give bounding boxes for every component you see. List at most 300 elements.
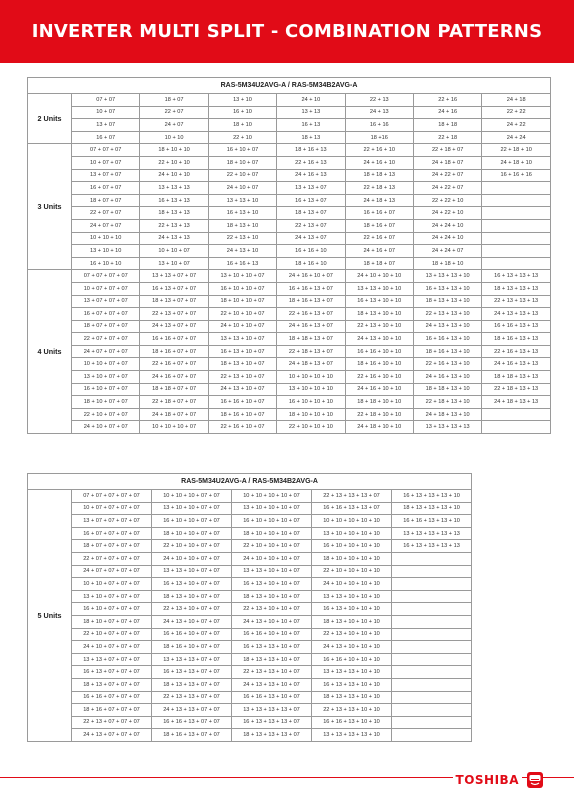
combination-cell: 16 + 16 + 10 <box>277 245 345 258</box>
combination-cell: 24 + 13 + 10 + 07 + 07 <box>152 615 232 628</box>
combination-cell: 24 + 13 + 10 + 10 + 10 <box>312 641 392 654</box>
combination-cell: 24 + 16 + 10 + 07 <box>277 270 345 283</box>
combination-cell: 13 + 10 + 10 + 10 + 07 <box>232 502 312 515</box>
combination-cell: 18 + 16 + 13 + 13 <box>482 333 551 346</box>
combination-cell: 18 +16 <box>345 131 413 144</box>
table-row <box>28 666 472 679</box>
combination-cell: 22 + 07 + 07 + 07 + 07 <box>72 552 152 565</box>
combination-cell: 18 + 18 + 13 <box>345 169 413 182</box>
combination-cell: 24 + 10 + 07 + 07 <box>72 421 140 434</box>
combination-cell: 24 + 13 + 10 + 10 + 07 <box>232 615 312 628</box>
combination-cell: 10 + 10 <box>140 131 208 144</box>
table-row <box>28 232 551 245</box>
combination-cell: 18 + 13 + 07 + 07 + 07 <box>72 678 152 691</box>
combination-cell: 22 + 07 + 07 <box>72 207 140 220</box>
combination-cell <box>482 421 551 434</box>
combination-cell: 24 + 10 + 10 + 10 + 07 <box>232 552 312 565</box>
combination-cell: 16 + 13 + 13 + 13 + 13 <box>392 540 472 553</box>
table-row <box>28 169 551 182</box>
combination-cell: 13 + 13 + 13 + 10 <box>413 270 481 283</box>
combination-cell: 13 + 10 + 10 + 07 <box>208 270 276 283</box>
combination-cell: 10 + 10 + 07 + 07 <box>72 358 140 371</box>
table-row <box>28 396 551 409</box>
combination-cell: 16 + 16 + 13 + 13 <box>482 320 551 333</box>
combination-cell: 18 + 16 + 13 + 10 <box>413 345 481 358</box>
combination-cell: 18 + 13 + 07 + 07 <box>140 295 208 308</box>
combination-cell: 22 + 13 <box>345 94 413 107</box>
combination-cell: 18 + 13 + 13 + 13 + 10 <box>392 502 472 515</box>
combination-cell: 16 + 10 + 10 <box>72 257 140 270</box>
combination-cell: 18 + 13 + 13 + 13 + 07 <box>232 729 312 742</box>
combination-cell: 24 + 18 + 13 + 07 <box>277 358 345 371</box>
table-row <box>28 219 551 232</box>
combination-cell: 13 + 13 + 10 + 10 + 10 <box>312 590 392 603</box>
combination-cell: 24 + 24 <box>482 131 551 144</box>
combination-cell: 24 + 16 <box>413 106 481 119</box>
combination-cell: 18 + 16 + 10 + 07 + 07 <box>152 641 232 654</box>
combination-cell: 22 + 16 + 13 + 07 <box>277 308 345 321</box>
combination-cell: 16 + 16 + 07 + 07 + 07 <box>72 691 152 704</box>
combination-cell: 16 + 13 + 10 + 10 + 10 <box>312 603 392 616</box>
combination-cell: 24 + 16 + 07 + 07 <box>140 371 208 384</box>
combination-cell: 22 + 10 + 10 <box>140 156 208 169</box>
combination-cell: 24 + 18 + 07 <box>413 156 481 169</box>
combination-cell: 18 + 18 + 10 + 10 <box>345 396 413 409</box>
combination-cell: 10 + 10 + 10 + 10 + 10 <box>312 515 392 528</box>
combination-cell: 18 + 16 + 10 + 10 <box>345 358 413 371</box>
combination-cell: 22 + 13 + 13 + 13 <box>482 295 551 308</box>
combination-cell: 24 + 13 + 13 + 10 + 07 <box>232 678 312 691</box>
combination-cell: 13 + 13 + 13 <box>140 182 208 195</box>
combination-cell: 18 + 10 + 10 + 10 <box>277 408 345 421</box>
combination-cell: 18 + 16 + 07 + 07 + 07 <box>72 704 152 717</box>
combination-cell: 18 + 07 <box>140 94 208 107</box>
combination-cell: 18 + 18 + 07 + 07 <box>140 383 208 396</box>
combination-cell: 13 + 13 + 13 + 13 + 07 <box>232 704 312 717</box>
combination-cell: 22 + 18 + 10 + 10 <box>345 408 413 421</box>
combination-cell: 16 + 16 <box>345 119 413 132</box>
brand-logo <box>453 770 544 790</box>
combination-cell: 24 + 18 + 10 <box>482 156 551 169</box>
table-row <box>28 565 472 578</box>
combination-cell: 24 + 13 + 10 <box>208 245 276 258</box>
combination-cell: 07 + 07 + 07 + 07 <box>72 270 140 283</box>
combination-cell: 16 + 16 + 16 <box>482 169 551 182</box>
table-row <box>28 245 551 258</box>
combination-cell: 16 + 07 + 07 <box>72 182 140 195</box>
combination-cell: 13 + 10 + 10 + 10 <box>277 383 345 396</box>
combination-cell: 13 + 13 + 10 + 07 + 07 <box>152 565 232 578</box>
combination-cell: 16 + 13 + 10 + 10 + 07 <box>232 578 312 591</box>
combination-cell: 18 + 13 + 10 + 07 <box>208 358 276 371</box>
model-header-row <box>28 78 551 94</box>
combination-cell: 22 + 13 + 10 + 10 + 10 <box>312 628 392 641</box>
combination-cell: 22 + 13 + 10 + 07 <box>208 371 276 384</box>
combination-cell: 16 + 13 <box>277 119 345 132</box>
table-row <box>28 333 551 346</box>
combination-cell: 16 + 13 + 10 + 07 + 07 <box>152 578 232 591</box>
combination-cell: 10 + 07 + 07 + 07 <box>72 282 140 295</box>
combination-cell: 24 + 13 + 13 + 10 <box>413 320 481 333</box>
combination-cell: 22 + 16 + 10 + 10 <box>345 371 413 384</box>
combination-cell: 18 + 10 + 07 <box>208 156 276 169</box>
combination-cell: 24 + 13 + 07 + 07 + 07 <box>72 729 152 742</box>
combination-cell: 16 + 10 + 07 + 07 <box>72 383 140 396</box>
combination-cell: 22 + 13 + 13 + 07 + 07 <box>152 691 232 704</box>
combination-cell: 22 + 10 <box>208 131 276 144</box>
combination-cell: 24 + 10 + 10 + 07 <box>208 320 276 333</box>
combination-cell: 16 + 13 + 13 <box>140 194 208 207</box>
combination-cell: 13 + 13 + 07 <box>277 182 345 195</box>
table-row <box>28 194 551 207</box>
table-row <box>28 678 472 691</box>
table-row <box>28 257 551 270</box>
combination-cell: 07 + 07 <box>72 94 140 107</box>
combination-cell: 22 + 10 + 10 + 10 + 07 <box>232 540 312 553</box>
table-row <box>28 490 472 503</box>
combination-cell: 22 + 10 + 07 <box>208 169 276 182</box>
combination-cell: 16 + 16 + 10 + 10 <box>345 345 413 358</box>
combination-cell: 16 + 10 + 10 + 07 + 07 <box>152 515 232 528</box>
table-row <box>28 282 551 295</box>
combination-cell: 22 + 10 + 10 + 07 <box>208 308 276 321</box>
combination-cell: 18 + 18 <box>413 119 481 132</box>
combination-cell: 22 + 10 + 10 + 07 + 07 <box>152 540 232 553</box>
combination-cell <box>392 691 472 704</box>
combination-cell: 13 + 13 + 10 + 10 <box>345 282 413 295</box>
table-row <box>28 552 472 565</box>
combination-cell: 13 + 10 + 07 <box>140 257 208 270</box>
combination-cell <box>482 207 551 220</box>
combination-cell: 24 + 22 + 07 <box>413 182 481 195</box>
combination-cell: 22 + 07 + 07 + 07 <box>72 333 140 346</box>
combination-cell: 16 + 16 + 07 <box>345 207 413 220</box>
combination-cell: 10 + 10 + 07 + 07 + 07 <box>72 578 152 591</box>
table-row <box>28 270 551 283</box>
combination-cell: 13 + 07 <box>72 119 140 132</box>
combination-cell: 18 + 18 + 13 + 07 <box>277 333 345 346</box>
combination-cell: 22 + 13 + 10 <box>208 232 276 245</box>
combination-cell: 22 + 10 + 10 + 10 <box>277 421 345 434</box>
combination-cell: 22 + 16 + 07 + 07 <box>140 358 208 371</box>
combination-cell: 22 + 16 + 13 <box>277 156 345 169</box>
combination-cell <box>392 590 472 603</box>
table-row <box>28 207 551 220</box>
combination-cell: 22 + 10 + 07 + 07 + 07 <box>72 628 152 641</box>
table-row <box>28 590 472 603</box>
combination-cell: 13 + 07 + 07 <box>72 169 140 182</box>
combination-cell: 24 + 07 + 07 <box>72 219 140 232</box>
combination-cell: 18 + 16 + 10 <box>277 257 345 270</box>
combination-cell: 22 + 18 + 13 + 07 <box>277 345 345 358</box>
combination-cell: 13 + 07 + 07 + 07 <box>72 295 140 308</box>
combination-cell: 18 + 18 + 13 + 13 <box>482 371 551 384</box>
combination-cell: 22 + 13 + 07 + 07 <box>140 308 208 321</box>
combination-cell: 24 + 10 <box>277 94 345 107</box>
combination-cell: 18 + 13 + 10 + 07 + 07 <box>152 590 232 603</box>
combination-cell: 18 + 16 + 13 <box>277 144 345 157</box>
table-row <box>28 156 551 169</box>
combination-cell: 16 + 13 + 07 + 07 <box>140 282 208 295</box>
combination-cell: 22 + 13 + 13 + 13 + 07 <box>312 490 392 503</box>
combination-cell: 18 + 13 + 07 <box>277 207 345 220</box>
table-row <box>28 704 472 717</box>
combination-cell: 22 + 16 + 10 + 07 <box>208 421 276 434</box>
combination-cell: 07 + 07 + 07 <box>72 144 140 157</box>
combination-cell: 24 + 07 <box>140 119 208 132</box>
combination-cell: 16 + 16 + 13 <box>208 257 276 270</box>
table-row <box>28 131 551 144</box>
combination-cell: 24 + 22 + 07 <box>413 169 481 182</box>
combination-cell: 24 + 18 <box>482 94 551 107</box>
combination-cell: 18 + 13 + 13 + 13 <box>482 282 551 295</box>
combination-cell: 18 + 18 + 13 + 10 <box>413 383 481 396</box>
combination-cell: 22 + 13 + 07 <box>277 219 345 232</box>
combination-cell <box>482 245 551 258</box>
combination-cell: 24 + 07 + 07 + 07 + 07 <box>72 565 152 578</box>
combination-cell <box>392 615 472 628</box>
combination-cell: 22 + 18 + 07 + 07 <box>140 396 208 409</box>
combination-cell: 18 + 16 + 07 + 07 <box>140 345 208 358</box>
table-row <box>28 119 551 132</box>
combination-cell: 13 + 13 + 13 + 13 + 10 <box>312 729 392 742</box>
table-row <box>28 527 472 540</box>
combination-cell: 18 + 13 + 10 + 10 <box>345 308 413 321</box>
model-header-row <box>28 474 472 490</box>
combination-cell: 10 + 10 + 10 + 07 + 07 <box>152 490 232 503</box>
combination-cell: 13 + 13 + 13 + 10 + 10 <box>312 666 392 679</box>
combination-cell: 24 + 18 + 13 + 13 <box>482 396 551 409</box>
combination-cell: 16 + 10 + 10 + 07 <box>208 282 276 295</box>
table-row <box>28 421 551 434</box>
combination-cell <box>392 729 472 742</box>
table-row <box>28 408 551 421</box>
combination-cell: 24 + 10 + 07 + 07 + 07 <box>72 641 152 654</box>
combination-cell: 16 + 13 + 13 + 10 + 10 <box>312 678 392 691</box>
combination-cell: 13 + 07 + 07 + 07 + 07 <box>72 515 152 528</box>
combination-cell: 24 + 13 + 10 + 07 <box>208 383 276 396</box>
combination-cell: 10 + 10 + 10 + 07 <box>140 421 208 434</box>
title-banner <box>0 0 574 63</box>
combination-cell: 22 + 13 + 10 + 10 <box>345 320 413 333</box>
combination-cell: 22 + 13 + 10 + 10 + 07 <box>232 603 312 616</box>
model-header: RAS-5M34U2AVG-A / RAS-5M34B2AVG-A <box>28 474 472 490</box>
combination-cell: 24 + 18 + 13 + 10 <box>413 408 481 421</box>
table-row <box>28 371 551 384</box>
combination-cell: 16 + 16 + 07 + 07 <box>140 333 208 346</box>
combination-cell: 10 + 10 + 07 <box>140 245 208 258</box>
combination-cell: 18 + 07 + 07 <box>72 194 140 207</box>
combination-cell: 24 + 10 + 10 + 10 <box>345 270 413 283</box>
combination-cell: 18 + 10 + 10 + 07 + 07 <box>152 527 232 540</box>
table-row <box>28 691 472 704</box>
combination-cell: 13 + 13 + 10 <box>208 194 276 207</box>
combination-cell: 18 + 10 <box>208 119 276 132</box>
table-row <box>28 653 472 666</box>
combination-cell: 18 + 10 + 07 + 07 + 07 <box>72 615 152 628</box>
table-row <box>28 615 472 628</box>
combination-cell: 13 + 13 + 13 + 07 + 07 <box>152 653 232 666</box>
combination-cell: 16 + 13 + 13 + 10 + 07 <box>232 641 312 654</box>
combination-cell: 16 + 16 + 13 + 10 + 07 <box>232 691 312 704</box>
combination-cell: 22 + 10 + 10 + 10 + 10 <box>312 565 392 578</box>
combination-cell: 16 + 10 + 10 + 10 <box>277 396 345 409</box>
combination-cell: 16 + 13 + 10 + 10 <box>345 295 413 308</box>
combination-cell <box>392 578 472 591</box>
combination-cell: 22 + 07 <box>140 106 208 119</box>
table-row <box>28 94 551 107</box>
combination-cell: 07 + 07 + 07 + 07 + 07 <box>72 490 152 503</box>
combination-cell: 18 + 07 + 07 + 07 <box>72 320 140 333</box>
table-row <box>28 540 472 553</box>
combination-cell: 18 + 16 + 10 + 07 <box>208 408 276 421</box>
combination-cell: 24 + 24 + 10 <box>413 219 481 232</box>
combination-cell: 22 + 13 + 07 + 07 + 07 <box>72 716 152 729</box>
combination-cell <box>392 628 472 641</box>
combination-cell: 10 + 10 + 10 + 10 <box>277 371 345 384</box>
combination-cell <box>482 257 551 270</box>
combination-cell: 13 + 13 <box>277 106 345 119</box>
combination-cell <box>482 219 551 232</box>
combination-cell: 24 + 13 + 07 <box>277 232 345 245</box>
combination-cell: 22 + 22 <box>482 106 551 119</box>
combination-cell <box>392 653 472 666</box>
combination-cell: 18 + 13 + 10 <box>208 219 276 232</box>
combination-cell: 10 + 10 + 10 <box>72 232 140 245</box>
combination-cell: 24 + 07 + 07 + 07 <box>72 345 140 358</box>
combination-cell: 16 + 10 + 07 + 07 + 07 <box>72 603 152 616</box>
combination-cell: 22 + 18 + 10 <box>482 144 551 157</box>
table-row <box>28 345 551 358</box>
table-row <box>28 295 551 308</box>
combination-cell: 18 + 13 + 13 + 10 + 10 <box>312 691 392 704</box>
combination-cell: 13 + 10 + 10 + 10 + 10 <box>312 527 392 540</box>
combination-cell: 22 + 16 + 07 <box>345 232 413 245</box>
combination-cell <box>482 232 551 245</box>
brand-name: TOSHIBA <box>453 773 522 787</box>
combination-cell: 16 + 16 + 13 + 10 + 10 <box>312 716 392 729</box>
combination-cell: 24 + 13 + 07 + 07 <box>140 320 208 333</box>
combination-cell: 16 + 16 + 10 + 07 + 07 <box>152 628 232 641</box>
combination-cell: 18 + 16 + 13 + 07 + 07 <box>152 729 232 742</box>
combination-table-2-4-units <box>27 77 551 434</box>
combination-cell <box>392 565 472 578</box>
combination-cell: 13 + 10 <box>208 94 276 107</box>
combination-cell: 18 + 13 + 13 + 10 + 07 <box>232 653 312 666</box>
combination-cell: 24 + 22 <box>482 119 551 132</box>
combination-cell: 18 + 10 + 07 + 07 <box>72 396 140 409</box>
combination-cell: 16 + 16 + 13 + 13 + 07 <box>312 502 392 515</box>
page-title: INVERTER MULTI SPLIT - COMBINATION PATTERNS <box>31 21 543 42</box>
combination-cell: 16 + 10 + 10 + 10 + 10 <box>312 540 392 553</box>
combination-cell: 18 + 10 + 10 + 07 <box>208 295 276 308</box>
combination-cell: 16 + 16 + 13 + 07 <box>277 282 345 295</box>
combination-cell: 16 + 13 + 10 <box>208 207 276 220</box>
combination-cell <box>392 704 472 717</box>
combination-cell: 16 + 13 + 10 + 07 <box>208 345 276 358</box>
combination-cell: 16 + 13 + 13 + 07 + 07 <box>152 666 232 679</box>
combination-cell: 24 + 18 + 13 <box>345 194 413 207</box>
combination-cell: 22 + 18 + 13 <box>345 182 413 195</box>
combination-cell: 22 + 13 + 13 + 10 + 07 <box>232 666 312 679</box>
combination-cell: 10 + 07 + 07 + 07 + 07 <box>72 502 152 515</box>
combination-cell: 22 + 16 + 13 + 13 <box>482 345 551 358</box>
combination-cell: 24 + 13 + 13 + 13 <box>482 308 551 321</box>
table-row <box>28 729 472 742</box>
combination-cell: 24 + 16 + 10 <box>345 156 413 169</box>
table-row <box>28 578 472 591</box>
combination-cell: 18 + 16 + 07 <box>345 219 413 232</box>
combination-cell <box>482 408 551 421</box>
combination-cell: 24 + 10 + 07 <box>208 182 276 195</box>
combination-cell: 13 + 13 + 10 + 07 <box>208 333 276 346</box>
combination-cell: 24 + 16 + 13 + 07 <box>277 320 345 333</box>
table-row <box>28 515 472 528</box>
table-row <box>28 320 551 333</box>
table-row <box>28 603 472 616</box>
combination-cell <box>392 678 472 691</box>
combination-cell <box>392 666 472 679</box>
combination-cell: 24 + 13 <box>345 106 413 119</box>
table-row <box>28 628 472 641</box>
combination-table-5-units <box>27 473 472 742</box>
table-row <box>28 358 551 371</box>
combination-cell: 18 + 18 + 10 <box>413 257 481 270</box>
combination-cell: 22 + 16 <box>413 94 481 107</box>
ac-unit-icon <box>526 771 544 789</box>
units-label: 3 Units <box>28 144 72 270</box>
combination-cell: 22 + 13 + 13 + 10 <box>413 308 481 321</box>
combination-cell: 18 + 16 + 13 + 07 <box>277 295 345 308</box>
combination-cell: 16 + 13 + 13 + 13 + 07 <box>232 716 312 729</box>
units-label: 2 Units <box>28 94 72 144</box>
combination-cell: 16 + 16 + 13 + 10 <box>413 333 481 346</box>
combination-cell: 10 + 10 + 10 + 10 + 07 <box>232 490 312 503</box>
units-label: 4 Units <box>28 270 72 434</box>
combination-cell: 18 + 07 + 07 + 07 + 07 <box>72 540 152 553</box>
table-row <box>28 144 551 157</box>
combination-cell: 24 + 10 + 10 + 07 + 07 <box>152 552 232 565</box>
combination-cell: 13 + 13 + 13 + 13 <box>413 421 481 434</box>
combination-cell: 16 + 13 + 13 + 13 <box>482 270 551 283</box>
combination-cell: 18 + 13 + 13 + 10 <box>413 295 481 308</box>
combination-cell: 18 + 13 + 10 + 10 + 07 <box>232 590 312 603</box>
combination-cell: 22 + 16 + 13 + 10 <box>413 358 481 371</box>
combination-cell: 13 + 13 + 07 + 07 <box>140 270 208 283</box>
combination-cell: 24 + 24 + 07 <box>413 245 481 258</box>
combination-cell: 16 + 13 + 07 + 07 + 07 <box>72 666 152 679</box>
combination-cell: 16 + 10 + 10 + 10 + 07 <box>232 515 312 528</box>
combination-cell: 13 + 10 + 07 + 07 + 07 <box>72 590 152 603</box>
table-row <box>28 106 551 119</box>
combination-cell: 24 + 22 + 10 <box>413 207 481 220</box>
combination-cell: 16 + 16 + 13 + 07 + 07 <box>152 716 232 729</box>
combination-cell: 24 + 13 + 13 <box>140 232 208 245</box>
combination-cell: 13 + 10 + 10 <box>72 245 140 258</box>
combination-cell: 22 + 13 + 13 <box>140 219 208 232</box>
combination-cell: 22 + 13 + 13 + 10 + 10 <box>312 704 392 717</box>
combination-cell: 16 + 13 + 07 <box>277 194 345 207</box>
combination-cell <box>392 716 472 729</box>
combination-cell: 16 + 13 + 13 + 13 + 10 <box>392 490 472 503</box>
combination-cell: 18 + 18 + 07 <box>345 257 413 270</box>
combination-cell: 13 + 10 + 07 + 07 <box>72 371 140 384</box>
combination-cell: 24 + 10 + 10 + 10 + 10 <box>312 578 392 591</box>
combination-cell: 13 + 13 + 07 + 07 + 07 <box>72 653 152 666</box>
combination-cell: 18 + 13 + 13 <box>140 207 208 220</box>
combination-cell: 22 + 16 + 10 <box>345 144 413 157</box>
combination-cell <box>392 641 472 654</box>
